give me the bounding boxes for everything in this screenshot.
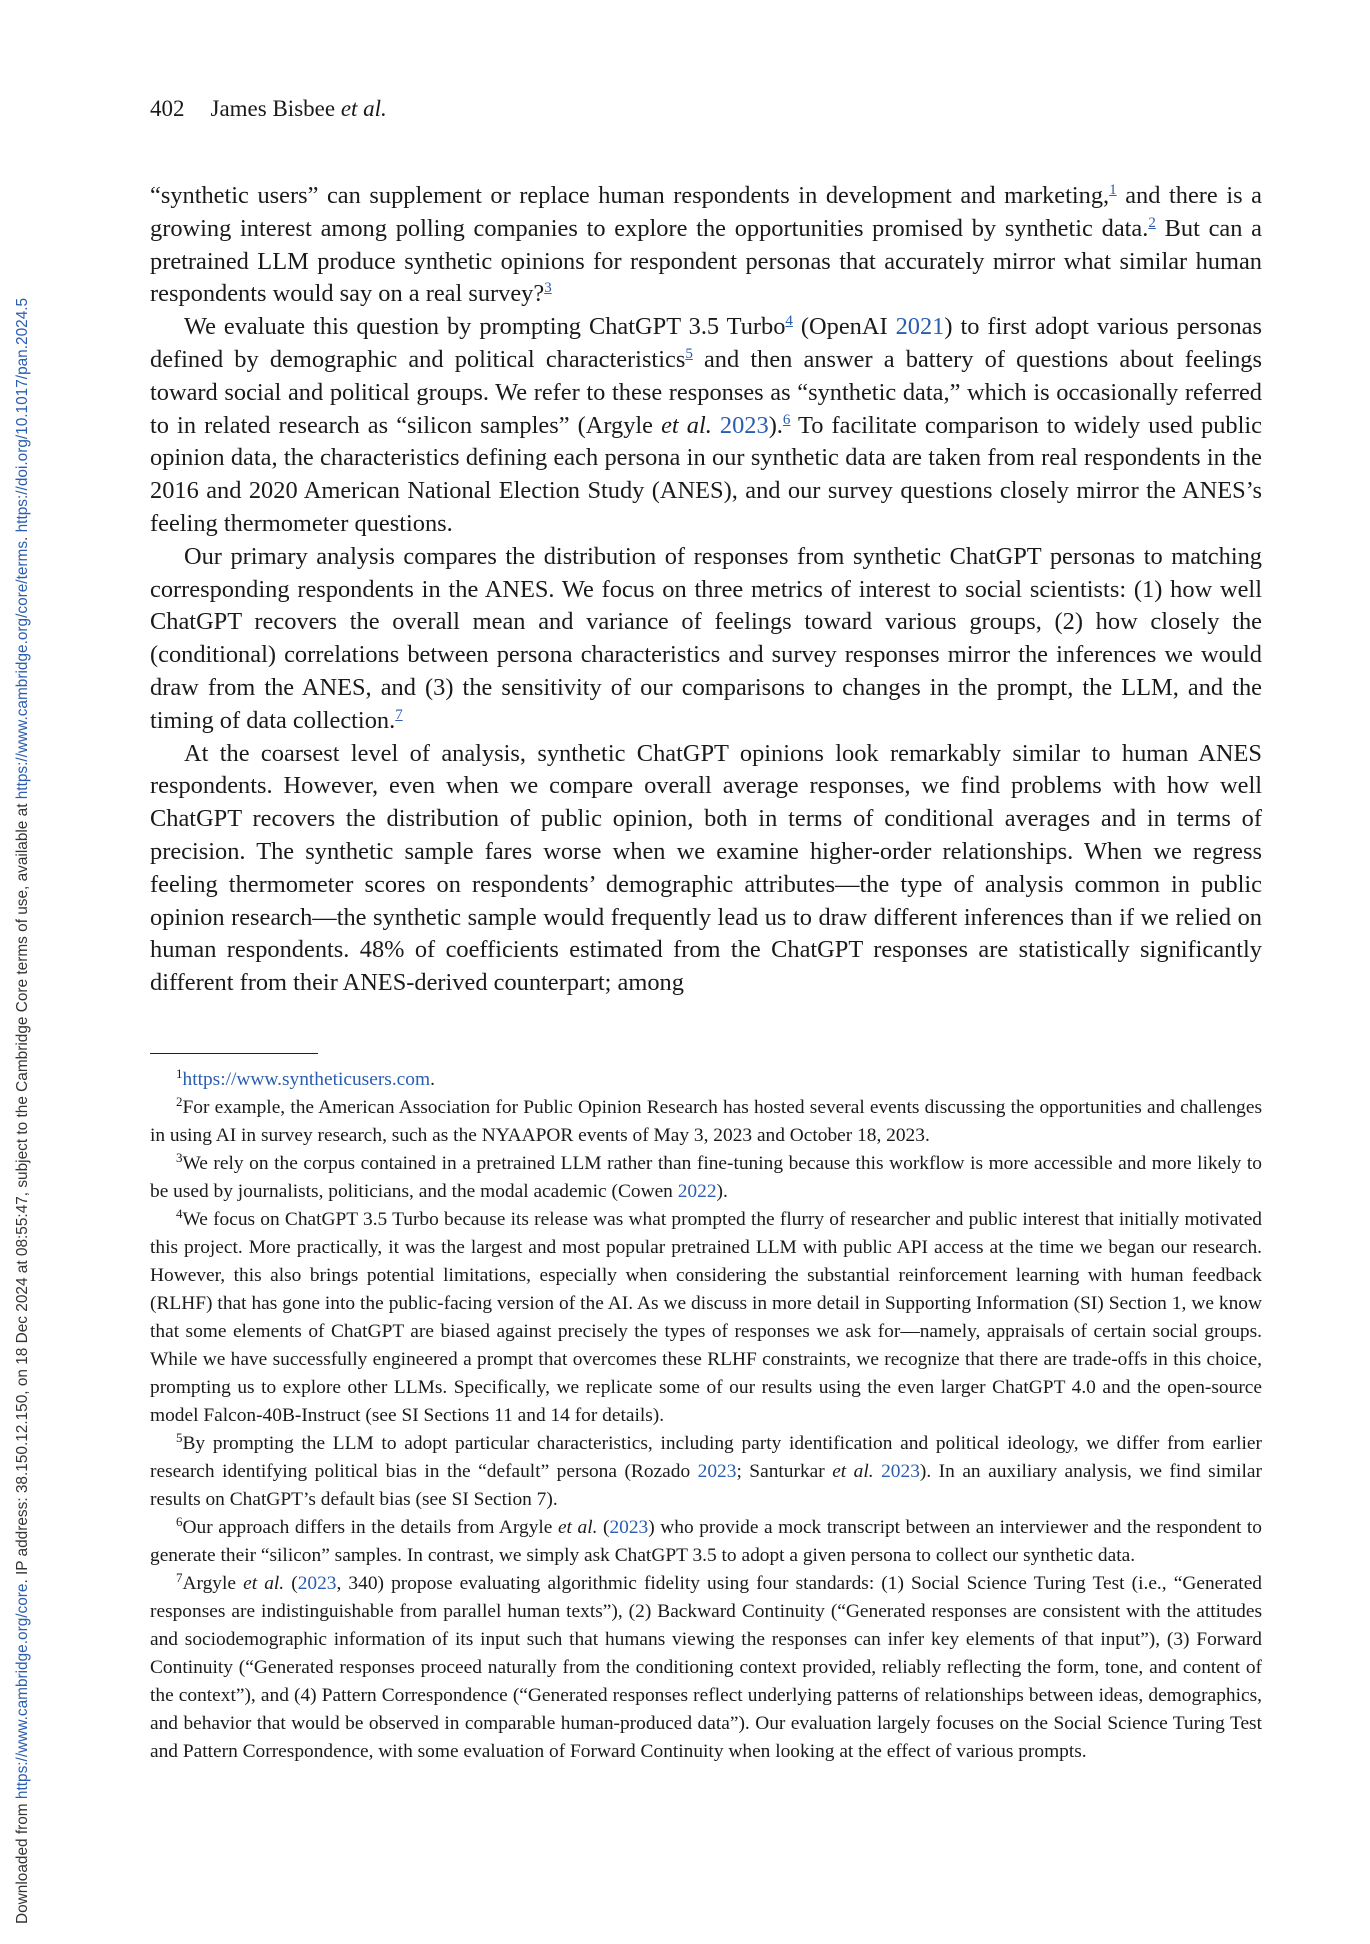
footnotes	[150, 1066, 1262, 1766]
paragraph-4: At the coarsest level of analysis, synthetic ChatGPT opinions look remarkably similar to human ANES respondents. However, even when we compare overall average responses, we find problems with how well ChatGPT recovers the distribution of public opinion, both in terms of conditional averages and in terms of precision. The synthetic sample fares worse when we examine higher-order relationships. When we regress feeling thermometer scores on respondents’ demographic attributes—the type of analysis common in public opinion research—the synthetic sample would frequently lead us to draw different inferences than if we relied on human respondents. 48% of coefficients estimated from the ChatGPT responses are statistically significantly different from their ANES-derived counterpart; among	[150, 739, 1262, 997]
cambridge-core-link[interactable]: https://www.cambridge.org/core	[14, 1583, 31, 1800]
paragraph-2	[150, 311, 1262, 541]
footnote-rule	[150, 1053, 318, 1054]
footnote-6-number: 6	[176, 1514, 183, 1529]
footnote-ref-1[interactable]: 1	[1109, 182, 1117, 198]
citation-argyle-2023-fn7[interactable]: 2023	[297, 1573, 337, 1594]
author-names: James Bisbee	[210, 96, 336, 121]
p3-text-a: Our primary analysis compares the distribution of responses from synthetic ChatGPT personas to matching corresponding respondents in the ANES. We focus on three metrics of interest to social scientists: (1) how well ChatGPT recovers the overall mean and variance of feelings toward various groups, (2) how closely the (conditional) correlations between persona characteristics and survey responses mirror the inferences we would draw from the ANES, and (3) the sensitivity of our comparisons to changes in the prompt, the LLM, and the timing of data collection.	[150, 542, 1262, 734]
footnote-7-text-c: , 340) propose evaluating algorithmic fidelity using four standards: (1) Social Science Turing Test (i.e., “Generated responses are indistinguishable from parallel human texts”), (2) Backward Continuity (“Generated responses are consistent with the attitudes and sociodemographic information of its input such that humans viewing the responses can infer key elements of that input”), (3) Forward Continuity (“Generated responses proceed naturally from the conditioning context provided, reliably reflecting the form, tone, and content of the context”), and (4) Pattern Correspondence (“Generated responses reflect underlying patterns of relationships between ideas, demographics, and behavior that would be observed in comparable human-produced data”). Our evaluation largely focuses on the Social Science Turing Test and Pattern Correspondence, with some evaluation of Forward Continuity when looking at the effect of various prompts.	[150, 1573, 1262, 1762]
p2-text-f: To facilitate comparison to widely used public opinion data, the characteristics defining each persona in our synthetic data are taken from real respondents in the 2016 and 2020 American National Election Study (ANES), and our survey questions closely mirror the ANES’s feeling thermometer questions.	[150, 411, 1262, 537]
footnote-7	[150, 1570, 1262, 1766]
footnote-ref-7[interactable]: 7	[395, 706, 403, 723]
footnote-6-etal: et al.	[557, 1517, 598, 1538]
footnote-1-end: .	[430, 1069, 435, 1090]
p1-text-c: But can a pretrained LLM produce synthetic opinions for respondent personas that accurately mirror what similar human respondents would say on a real survey?	[150, 214, 1262, 308]
footnote-5-text-a: By prompting the LLM to adopt particular characteristics, including party identification and political ideology, we differ from earlier research identifying political bias in the “default” persona (Rozado	[150, 1433, 1262, 1482]
paragraph-1	[150, 180, 1262, 311]
citation-argyle-2023[interactable]: 2023	[719, 411, 769, 439]
footnote-ref-6[interactable]: 6	[782, 411, 791, 428]
p2-text-c: ) to first adopt various personas defined by demographic and political characteristics	[150, 313, 1262, 373]
footnote-6-text-a: Our approach differs in the details from Argyle	[182, 1517, 558, 1538]
download-notice-sidebar	[0, 0, 30, 1944]
footnote-7-text-b: (	[284, 1573, 298, 1594]
footnote-6	[150, 1514, 1262, 1570]
citation-argyle-2023-fn6[interactable]: 2023	[609, 1517, 649, 1538]
footnote-5	[150, 1430, 1262, 1514]
download-prefix: Downloaded from	[14, 1799, 31, 1924]
citation-santurkar-2023[interactable]: 2023	[881, 1461, 920, 1482]
footnote-7-text-a: Argyle	[182, 1573, 244, 1594]
footnote-5-number: 5	[176, 1430, 183, 1445]
terms-link[interactable]: https://www.cambridge.org/core/terms	[14, 540, 31, 800]
download-notice-text	[15, 298, 30, 1924]
citation-cowen-2022[interactable]: 2022	[677, 1181, 717, 1202]
footnote-6-text-b: (	[597, 1517, 610, 1538]
footnote-2-text: For example, the American Association for Public Opinion Research has hosted several events discussing the opportunities and challenges in using AI in survey research, such as the NYAAPOR events of May 3, 2023 and October 18, 2023.	[150, 1097, 1262, 1146]
footnote-ref-2[interactable]: 2	[1148, 214, 1156, 231]
footnote-ref-3[interactable]: 3	[544, 280, 552, 297]
footnote-7-number: 7	[176, 1570, 183, 1585]
footnote-3-text-b: ).	[716, 1181, 728, 1202]
p2-text-d: and then answer a battery of questions about feelings toward social and political groups. We refer to these responses as “synthetic data,” which is occasionally referred to in related research as “silicon samples” (Argyle	[150, 345, 1262, 439]
footnote-3-text-a: We rely on the corpus contained in a pretrained LLM rather than fine-tuning because this workflow is more accessible and more likely to be used by journalists, politicians, and the modal academic (Cowen	[150, 1153, 1262, 1202]
main-body-text	[150, 180, 1262, 1000]
p1-text-b: and there is a growing interest among polling companies to explore the opportunities promised by synthetic data.	[150, 182, 1262, 242]
footnote-7-etal: et al.	[243, 1573, 285, 1594]
footnote-2-number: 2	[176, 1094, 183, 1109]
footnote-1-number: 1	[176, 1066, 183, 1081]
footnote-4-text: We focus on ChatGPT 3.5 Turbo because its release was what prompted the flurry of researcher and public interest that initially motivated this project. More practically, it was the largest and most popular pretrained LLM with public API access at the time we began our research. However, this also brings potential limitations, especially when considering the substantial reinforcement learning with human feedback (RLHF) that has gone into the public-facing version of the AI. As we discuss in more detail in Supporting Information (SI) Section 1, we know that some elements of ChatGPT are biased against precisely the types of responses we ask for—namely, appraisals of certain social groups. While we have successfully engineered a prompt that overcomes these RLHF constraints, we recognize that there are trade-offs in this choice, prompting us to explore other LLMs. Specifically, we replicate some of our results using the even larger ChatGPT 4.0 and the open-source model Falcon-40B-Instruct (see SI Sections 11 and 14 for details).	[150, 1209, 1262, 1426]
running-head	[150, 96, 387, 122]
paragraph-3	[150, 541, 1262, 738]
footnote-3	[150, 1150, 1262, 1206]
footnote-4	[150, 1206, 1262, 1430]
page-number: 402	[150, 96, 185, 121]
footnote-6-text-c: ) who provide a mock transcript between an interviewer and the respondent to generate their “silicon” samples. In contrast, we simply ask ChatGPT 3.5 to adopt a given persona to collect our synthetic data.	[150, 1517, 1262, 1566]
footnote-3-number: 3	[176, 1150, 183, 1165]
citation-rozado-2023[interactable]: 2023	[697, 1461, 737, 1482]
footnote-5-etal: et al.	[832, 1461, 874, 1482]
footnote-ref-5[interactable]: 5	[685, 345, 693, 362]
footnote-2	[150, 1094, 1262, 1150]
ip-notice: . IP address: 38.150.12.150, on 18 Dec 2024 at 08:55:47, subject to the Cambridge Core terms of use, available at	[14, 799, 31, 1584]
separator: .	[14, 532, 31, 541]
p2-text-a: We evaluate this question by prompting ChatGPT 3.5 Turbo	[184, 313, 786, 341]
footnote-4-number: 4	[176, 1206, 183, 1221]
footnote-ref-4[interactable]: 4	[785, 313, 793, 330]
p2-text-e: ).	[768, 411, 783, 439]
footnote-5-text-b: ; Santurkar	[736, 1461, 833, 1482]
citation-openai-2021[interactable]: 2021	[895, 313, 945, 341]
p2-text-b: (OpenAI	[792, 313, 896, 341]
footnote-5-text-c: ). In an auxiliary analysis, we find similar results on ChatGPT’s default bias (see SI Section 7).	[150, 1461, 1262, 1510]
syntheticusers-link[interactable]: https://www.syntheticusers.com	[182, 1069, 431, 1090]
p2-etal: et al.	[661, 411, 712, 439]
footnote-1	[150, 1066, 1262, 1094]
footnote-5-space	[874, 1461, 882, 1482]
doi-link[interactable]: https://doi.org/10.1017/pan.2024.5	[14, 297, 31, 533]
author-etal: et al.	[340, 96, 387, 121]
p2-space	[712, 412, 720, 439]
p1-text-a: “synthetic users” can supplement or replace human respondents in development and marketing,	[150, 182, 1110, 209]
